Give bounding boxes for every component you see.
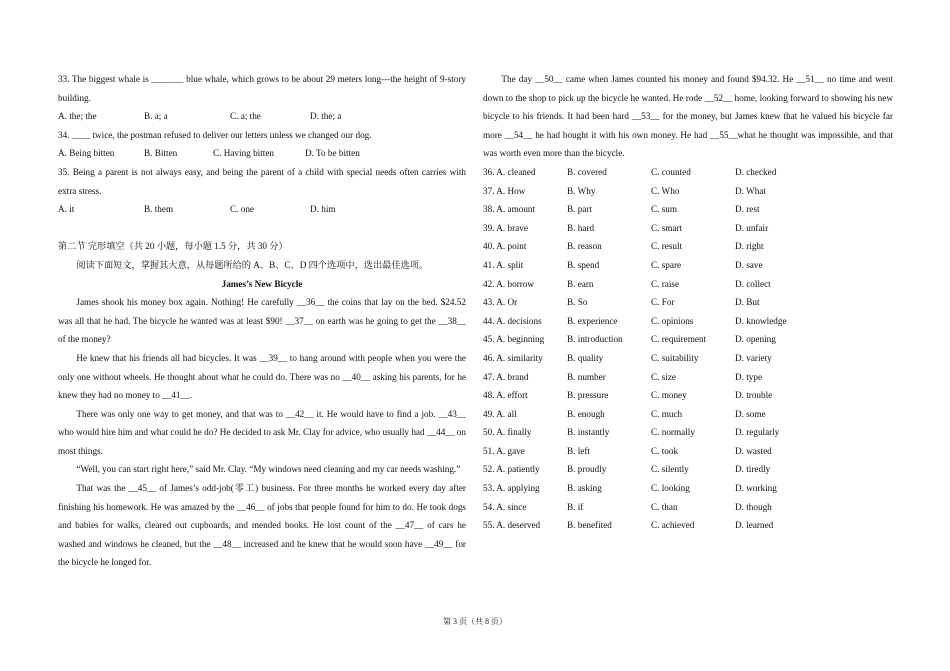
- option-row: [483, 256, 893, 275]
- option-d: D. variety: [735, 352, 772, 363]
- option-c: C. than: [651, 501, 678, 512]
- option-b: B. if: [567, 501, 584, 512]
- option-a: 52. A. patiently: [483, 464, 540, 475]
- option-row: [483, 460, 893, 479]
- option-c: C. counted: [651, 166, 691, 177]
- option-b: B. them: [144, 204, 174, 215]
- option-row: [483, 200, 893, 219]
- option-b: B. pressure: [567, 390, 609, 401]
- option-d: D. wasted: [735, 445, 772, 456]
- option-d: D. tiredly: [735, 464, 771, 475]
- option-b: B. benefited: [567, 520, 612, 531]
- option-d: D. some: [735, 408, 766, 419]
- option-d: D. What: [735, 185, 766, 196]
- option-row: [483, 479, 893, 498]
- option-a: 47. A. brand: [483, 371, 529, 382]
- option-b: B. asking: [567, 483, 602, 494]
- option-a: A. Being bitten: [58, 148, 115, 159]
- option-b: B. left: [567, 445, 590, 456]
- option-a: 37. A. How: [483, 185, 526, 196]
- option-d: D. unfair: [735, 222, 769, 233]
- option-a: 51. A. gave: [483, 445, 525, 456]
- option-d: D. save: [735, 259, 763, 270]
- option-a: 53. A. applying: [483, 483, 540, 494]
- option-d: D. regularly: [735, 427, 780, 438]
- option-row: [483, 182, 893, 201]
- option-d: D. collect: [735, 278, 771, 289]
- option-a: A. the; the: [58, 111, 97, 122]
- option-d: D. opening: [735, 334, 776, 345]
- option-c: C. one: [230, 204, 254, 215]
- option-row: [483, 349, 893, 368]
- option-c: C. spare: [651, 259, 682, 270]
- question-33-options: [58, 107, 466, 126]
- option-row: [483, 219, 893, 238]
- option-row: [483, 368, 893, 387]
- option-b: B. hard: [567, 222, 595, 233]
- option-d: D. checked: [735, 166, 777, 177]
- option-c: C. opinions: [651, 315, 694, 326]
- option-a: 40. A. point: [483, 241, 527, 252]
- option-c: C. requirement: [651, 334, 707, 345]
- option-b: B. instantly: [567, 427, 610, 438]
- instructions: 阅读下面短文，掌握其大意，从每题所给的 A、B、C、D 四个选项中，选出最佳选项。: [76, 259, 429, 270]
- option-a: A. it: [58, 204, 75, 215]
- question-33: 33. The biggest whale is _______ blue whale, which grows to be about 29 meters long---the height of 9-story building.: [58, 74, 466, 103]
- option-d: D. trouble: [735, 390, 773, 401]
- option-b: B. part: [567, 204, 593, 215]
- option-c: C. achieved: [651, 520, 695, 531]
- option-b: B. earn: [567, 278, 594, 289]
- option-row: [483, 163, 893, 182]
- option-a: 42. A. borrow: [483, 278, 535, 289]
- option-b: B. Why: [567, 185, 596, 196]
- option-d: D. knowledge: [735, 315, 787, 326]
- option-row: [483, 423, 893, 442]
- option-a: 50. A. finally: [483, 427, 532, 438]
- option-b: B. covered: [567, 166, 607, 177]
- option-b: B. enough: [567, 408, 605, 419]
- option-d: D. him: [310, 204, 336, 215]
- option-b: B. Bitten: [144, 148, 178, 159]
- option-b: B. number: [567, 371, 606, 382]
- option-c: C. silently: [651, 464, 689, 475]
- passage-title: James’s New Bicycle: [221, 278, 303, 289]
- option-b: B. proudly: [567, 464, 607, 475]
- option-c: C. result: [651, 241, 683, 252]
- passage-paragraph-1: James shook his money box again. Nothing! He carefully __36__ the coins that lay on the bed. $24.52 was all that he had. The bicycle he wanted was at least $90! __37__ on earth was he going to get the __38__ of the money?: [58, 297, 466, 345]
- option-c: C. much: [651, 408, 683, 419]
- option-b: B. quality: [567, 352, 604, 363]
- option-a: 49. A. all: [483, 408, 517, 419]
- option-row: [483, 237, 893, 256]
- option-a: 54. A. since: [483, 501, 527, 512]
- option-row: [483, 405, 893, 424]
- question-35: 35. Being a parent is not always easy, and being the parent of a child with special needs often carries with extra stress.: [58, 166, 466, 196]
- passage-paragraph-4: “Well, you can start right here,” said Mr. Clay. “My windows need cleaning and my car needs washing.”: [76, 464, 461, 475]
- question-34: 34. ____ twice, the postman refused to deliver our letters unless we changed our dog.: [58, 129, 372, 140]
- option-c: C. Who: [651, 185, 680, 196]
- question-35-options: [58, 200, 466, 219]
- option-d: D. working: [735, 483, 777, 494]
- option-d: D. To be bitten: [305, 148, 360, 159]
- option-c: C. Having bitten: [213, 148, 274, 159]
- option-d: D. learned: [735, 520, 774, 531]
- option-b: B. So: [567, 297, 588, 308]
- cloze-options-list: [483, 163, 893, 535]
- option-row: [483, 386, 893, 405]
- option-c: C. took: [651, 445, 679, 456]
- option-row: [483, 275, 893, 294]
- passage-paragraph-2: He knew that his friends all had bicycles. It was __39__ to hang around with people when you were the only one without wheels. He thought about what he could do. There was no __40__ asking his parents, for he knew they had no money to __41__.: [58, 352, 466, 401]
- option-a: 41. A. split: [483, 259, 524, 270]
- option-a: 48. A. effort: [483, 390, 528, 401]
- option-d: D. right: [735, 241, 764, 252]
- option-d: D. the; a: [310, 111, 342, 122]
- option-d: D. type: [735, 371, 763, 382]
- option-row: [483, 312, 893, 331]
- option-a: 36. A. cleaned: [483, 166, 536, 177]
- option-row: [483, 516, 893, 535]
- option-c: C. suitability: [651, 352, 699, 363]
- option-c: C. sum: [651, 204, 678, 215]
- option-c: C. size: [651, 371, 677, 382]
- option-c: C. normally: [651, 427, 695, 438]
- option-c: C. money: [651, 390, 687, 401]
- option-row: [483, 330, 893, 349]
- option-d: D. But: [735, 297, 760, 308]
- right-column: [483, 70, 893, 535]
- option-c: C. raise: [651, 278, 680, 289]
- option-d: D. though: [735, 501, 772, 512]
- question-34-options: [58, 144, 466, 163]
- option-b: B. introduction: [567, 334, 623, 345]
- option-c: C. looking: [651, 483, 690, 494]
- passage-paragraph-6: The day __50__ came when James counted his money and found $94.32. He __51__ no time and went down to the shop to pick up the bicycle he wanted. He rode __52__ home, looking forward to showing his new bicycle to his friends. It had been hard __53__ for the money, but James knew that he valued his bicycle far more __54__ he had bought it with his own money. He had __55__what he thought was impossible, and that was worth even more than the bicycle.: [483, 74, 893, 159]
- option-a: 44. A. decisions: [483, 315, 542, 326]
- option-b: B. experience: [567, 315, 618, 326]
- option-c: C. For: [651, 297, 675, 308]
- page-number: 第 3 页（共 8 页）: [443, 617, 507, 626]
- option-b: B. reason: [567, 241, 602, 252]
- option-b: B. spend: [567, 259, 600, 270]
- option-a: 38. A. amount: [483, 204, 536, 215]
- option-c: C. smart: [651, 222, 683, 233]
- option-d: D. rest: [735, 204, 760, 215]
- option-c: C. a; the: [230, 111, 261, 122]
- section-heading: 第二节 完形填空（共 20 小题，每小题 1.5 分，共 30 分）: [58, 241, 288, 252]
- option-a: 43. A. Or: [483, 297, 518, 308]
- option-row: [483, 498, 893, 517]
- option-b: B. a; a: [144, 111, 168, 122]
- option-row: [483, 442, 893, 461]
- option-a: 45. A. beginning: [483, 334, 545, 345]
- option-a: 46. A. similarity: [483, 352, 543, 363]
- option-a: 39. A. brave: [483, 222, 528, 233]
- option-a: 55. A. deserved: [483, 520, 541, 531]
- passage-paragraph-5: That was the __45__ of James’s odd-job(零工) business. For three months he worked every day after finishing his homework. He was amazed by the __46__ of jobs that people found for him to do. He took dogs and babies for walks, cleared out cupboards, and mended books. He lost count of the __47__ of cars he washed and windows he cleaned, but the __48__ increased and he knew that he would soon have __49__ for the bicycle he longed for.: [58, 483, 466, 568]
- left-column: [58, 70, 466, 572]
- option-row: [483, 293, 893, 312]
- passage-paragraph-3: There was only one way to get money, and that was to __42__ it. He would have to find a job. __43__ who would hire him and what could he do? He decided to ask Mr. Clay for advice, who usually had __44__ on most things.: [58, 408, 466, 456]
